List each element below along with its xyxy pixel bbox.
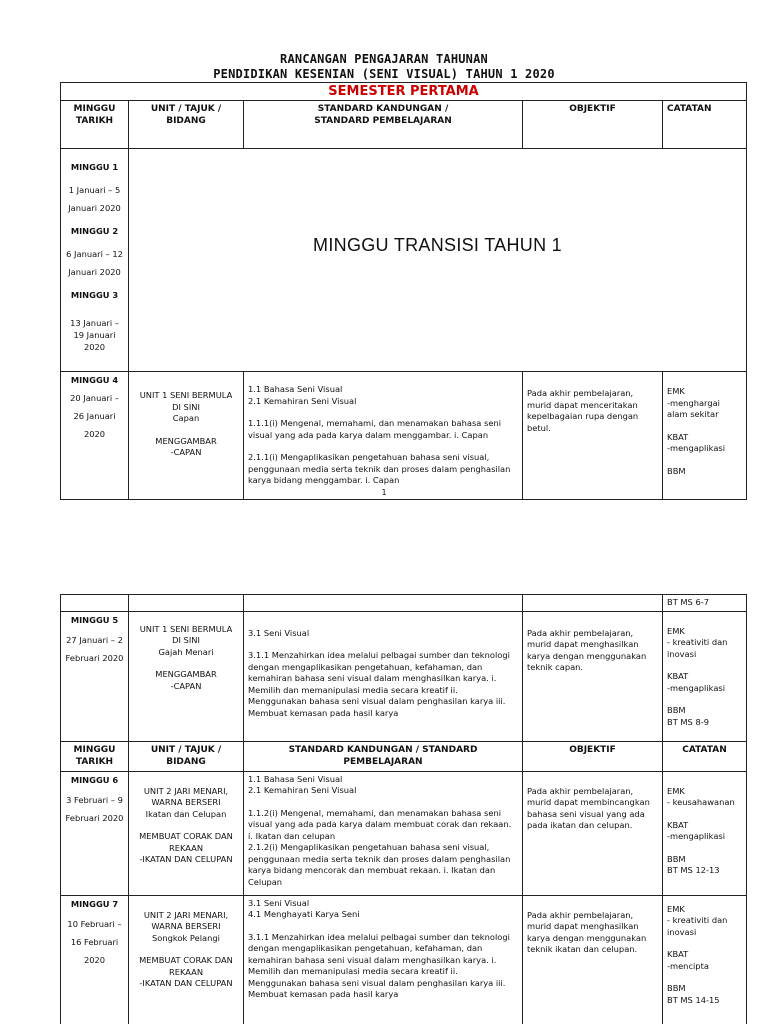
header-minggu: MINGGU TARIKH xyxy=(61,101,129,149)
header-row xyxy=(61,101,747,149)
week-cell: MINGGU 7 10 Februari – 16 Februari 2020 xyxy=(61,895,129,1024)
standard-cell: 3.1 Seni Visual 3.1.1 Menzahirkan idea melalui pelbagai sumber dan teknologi dengan mengaplikasikan pengetahuan, kefahaman, dan kemahiran bahasa seni visual dalam menghasilkan karya. i. Memilih dan memanipulasi media secara kreatif ii. Menggunakan bahasa seni visual dalam penghasilan karya iii. Membuat kemasan pada hasil karya xyxy=(244,611,523,741)
document-subtitle: PENDIDIKAN KESENIAN (SENI VISUAL) TAHUN 1 2020 xyxy=(213,67,555,81)
header-minggu: MINGGU TARIKH xyxy=(61,741,129,771)
standard-cell: 1.1 Bahasa Seni Visual 2.1 Kemahiran Seni Visual 1.1.1(i) Mengenal, memahami, dan menamakan bahasa seni visual yang ada pada karya dalam menggambar. i. Capan 2.1.1(i) Mengaplikasikan pengetahuan bahasa seni visual, penggunaan media serta teknik dan proses dalam penghasilan karya bidang menggambar. i. Capan xyxy=(244,372,523,500)
catatan-cell: EMK - kreativiti dan inovasi KBAT -mengaplikasi BBM BT MS 8-9 xyxy=(663,611,747,741)
semester-row xyxy=(61,83,747,101)
header-row xyxy=(61,741,747,771)
table-row-minggu-7 xyxy=(61,895,747,1024)
page-number: 1 xyxy=(381,488,387,497)
week-cell: MINGGU 4 20 Januari – 26 Januari 2020 xyxy=(61,372,129,500)
transisi-title: MINGGU TRANSISI TAHUN 1 xyxy=(129,149,747,372)
table-row-minggu-5 xyxy=(61,611,747,741)
table-row-minggu-6 xyxy=(61,771,747,895)
catatan-cell: EMK - kreativiti dan inovasi KBAT -mencipta BBM BT MS 14-15 xyxy=(663,895,747,1024)
objektif-cell: Pada akhir pembelajaran, murid dapat menghasilkan karya dengan menggunakan teknik capan. xyxy=(523,611,663,741)
unit-cell: UNIT 1 SENI BERMULA DI SINI Gajah Menari MENGGAMBAR -CAPAN xyxy=(129,611,244,741)
header-unit: UNIT / TAJUK / BIDANG xyxy=(129,101,244,149)
week-cell: MINGGU 6 3 Februari – 9 Februari 2020 xyxy=(61,771,129,895)
table-page-1 xyxy=(60,82,747,500)
header-objektif: OBJEKTIF xyxy=(523,741,663,771)
objektif-cell: Pada akhir pembelajaran, murid dapat menceritakan kepelbagaian rupa dengan betul. xyxy=(523,372,663,500)
header-catatan: CATATAN xyxy=(663,741,747,771)
objektif-cell: Pada akhir pembelajaran, murid dapat menghasilkan karya dengan menggunakan teknik ikatan dan celupan. xyxy=(523,895,663,1024)
catatan-cell: EMK -menghargai alam sekitar KBAT -mengaplikasi BBM xyxy=(663,372,747,500)
table-page-2 xyxy=(60,594,747,1024)
header-standard: STANDARD KANDUNGAN / STANDARD PEMBELAJARAN xyxy=(244,101,523,149)
standard-cell: 3.1 Seni Visual 4.1 Menghayati Karya Seni 3.1.1 Menzahirkan idea melalui pelbagai sumber dan teknologi dengan mengaplikasikan pengetahuan, kefahaman, dan kemahiran bahasa seni visual dalam menghasilkan karya. i. Memilih dan memanipulasi media secara kreatif ii. Menggunakan bahasa seni visual dalam penghasilan karya iii. Membuat kemasan pada hasil karya xyxy=(244,895,523,1024)
header-catatan: CATATAN xyxy=(663,101,747,149)
catatan-cell: BT MS 6-7 xyxy=(663,595,747,612)
semester-label: SEMESTER PERTAMA xyxy=(61,83,747,101)
standard-cell: 1.1 Bahasa Seni Visual 2.1 Kemahiran Seni Visual 1.1.2(i) Mengenal, memahami, dan menamakan bahasa seni visual yang ada pada karya dalam membuat corak dan rekaan. i. Ikatan dan celupan 2.1.2(i) Mengaplikasikan pengetahuan bahasa seni visual, penggunaan media serta teknik dan proses dalam penghasilan karya bidang mencorak dan membuat rekaan. i. Ikatan dan Celupan xyxy=(244,771,523,895)
week-cell: MINGGU 5 27 Januari – 2 Februari 2020 xyxy=(61,611,129,741)
objektif-cell: Pada akhir pembelajaran, murid dapat membincangkan bahasa seni visual yang ada pada ikatan dan celupan. xyxy=(523,771,663,895)
header-standard: STANDARD KANDUNGAN / STANDARD PEMBELAJARAN xyxy=(244,741,523,771)
transisi-weeks: MINGGU 1 1 Januari – 5 Januari 2020 MINGGU 2 6 Januari – 12 Januari 2020 MINGGU 3 13 Januari – 19 Januari 2020 xyxy=(61,149,129,372)
catatan-cell: EMK - keusahawanan KBAT -mengaplikasi BBM BT MS 12-13 xyxy=(663,771,747,895)
document-title: RANCANGAN PENGAJARAN TAHUNAN xyxy=(280,52,488,66)
header-unit: UNIT / TAJUK / BIDANG xyxy=(129,741,244,771)
header-objektif: OBJEKTIF xyxy=(523,101,663,149)
table-row-transisi xyxy=(61,149,747,372)
table-row-minggu-4 xyxy=(61,372,747,500)
unit-cell: UNIT 2 JARI MENARI, WARNA BERSERI Ikatan dan Celupan MEMBUAT CORAK DAN REKAAN -IKATAN DAN CELUPAN xyxy=(129,771,244,895)
unit-cell: UNIT 2 JARI MENARI, WARNA BERSERI Songkok Pelangi MEMBUAT CORAK DAN REKAAN -IKATAN DAN CELUPAN xyxy=(129,895,244,1024)
unit-cell: UNIT 1 SENI BERMULA DI SINI Capan MENGGAMBAR -CAPAN xyxy=(129,372,244,500)
table-row-carryover xyxy=(61,595,747,612)
